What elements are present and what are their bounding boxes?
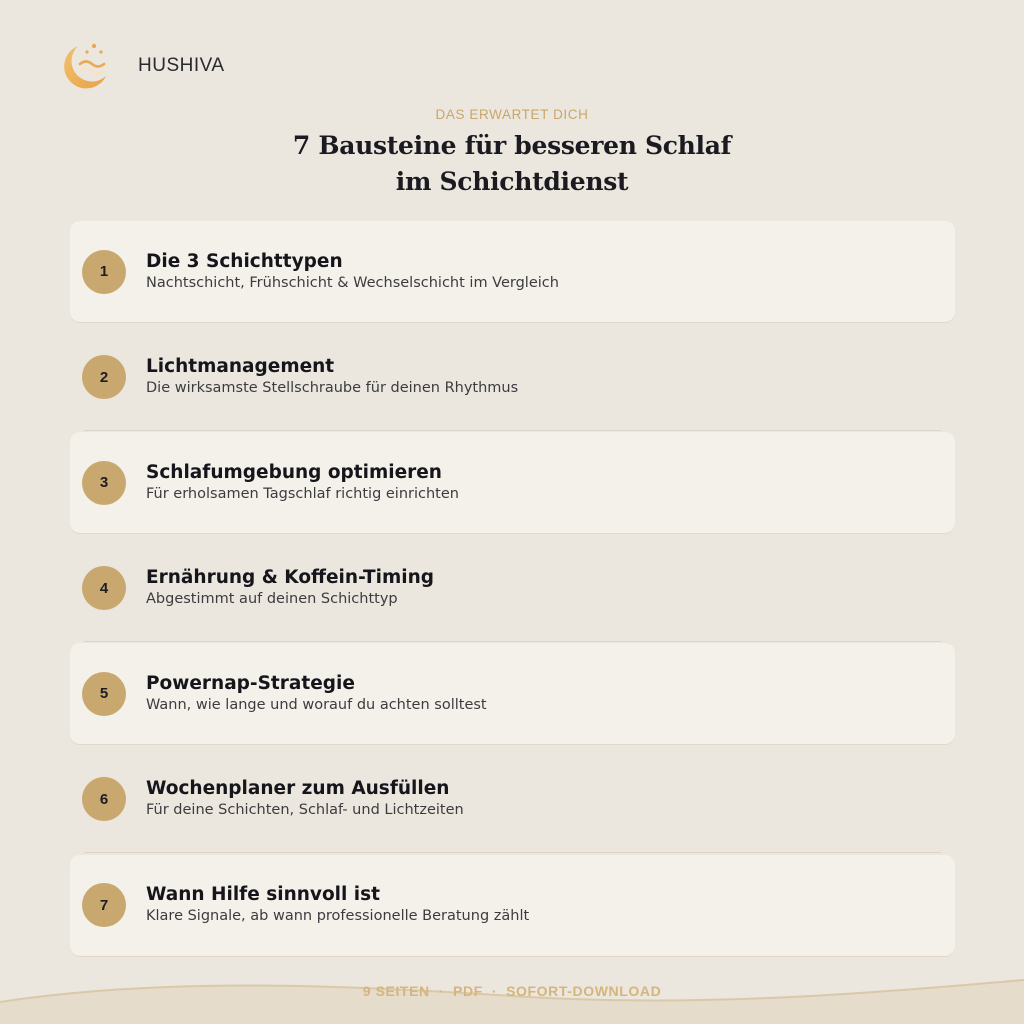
item-subtitle: Klare Signale, ab wann professionelle Beratung zählt xyxy=(146,908,530,925)
list-item xyxy=(70,221,955,322)
page-title-line-1: 7 Bausteine für besseren Schlaf xyxy=(292,131,732,160)
list-item xyxy=(70,749,955,850)
number-badge: 1 xyxy=(82,250,126,294)
list-item xyxy=(70,855,955,956)
item-title: Die 3 Schichttypen xyxy=(146,250,343,272)
number-badge: 2 xyxy=(82,355,126,399)
item-title: Wann Hilfe sinnvoll ist xyxy=(146,884,380,906)
brand xyxy=(60,40,225,92)
item-title: Lichtmanagement xyxy=(146,356,335,378)
item-subtitle: Wann, wie lange und worauf du achten solltest xyxy=(146,696,487,713)
item-title: Powernap-Strategie xyxy=(146,672,355,694)
number-badge: 6 xyxy=(82,777,126,821)
number-badge: 4 xyxy=(82,566,126,610)
item-subtitle: Für erholsamen Tagschlaf richtig einrichten xyxy=(146,485,459,502)
list-item xyxy=(70,538,955,639)
item-subtitle: Nachtschicht, Frühschicht & Wechselschicht im Vergleich xyxy=(146,274,559,291)
item-subtitle: Die wirksamste Stellschraube für deinen Rhythmus xyxy=(146,380,519,397)
item-title: Wochenplaner zum Ausfüllen xyxy=(146,778,450,800)
building-blocks-list xyxy=(70,221,955,960)
footer-download: SOFORT-DOWNLOAD xyxy=(506,983,662,999)
page-title-line-2: im Schichtdienst xyxy=(395,167,629,196)
item-subtitle: Für deine Schichten, Schlaf- und Lichtzeiten xyxy=(146,802,464,819)
footer-separator: · xyxy=(438,983,444,999)
footer-separator: · xyxy=(491,983,498,999)
moon-waves-icon xyxy=(60,40,112,92)
item-title: Ernährung & Koffein-Timing xyxy=(146,567,435,589)
footer-format: PDF xyxy=(453,983,483,999)
number-badge: 7 xyxy=(82,883,126,927)
item-title: Schlafumgebung optimieren xyxy=(146,461,442,483)
section-eyebrow: DAS ERWARTET DICH xyxy=(435,107,589,122)
footer-info xyxy=(0,983,1024,999)
number-badge: 3 xyxy=(82,461,126,505)
number-badge: 5 xyxy=(82,672,126,716)
footer-pages: 9 SEITEN xyxy=(362,983,430,999)
item-subtitle: Abgestimmt auf deinen Schichttyp xyxy=(146,591,398,608)
list-item xyxy=(70,643,955,744)
page-title xyxy=(0,128,1024,200)
list-item xyxy=(70,327,955,428)
brand-name: HUSHIVA xyxy=(138,55,225,76)
list-item xyxy=(70,432,955,533)
